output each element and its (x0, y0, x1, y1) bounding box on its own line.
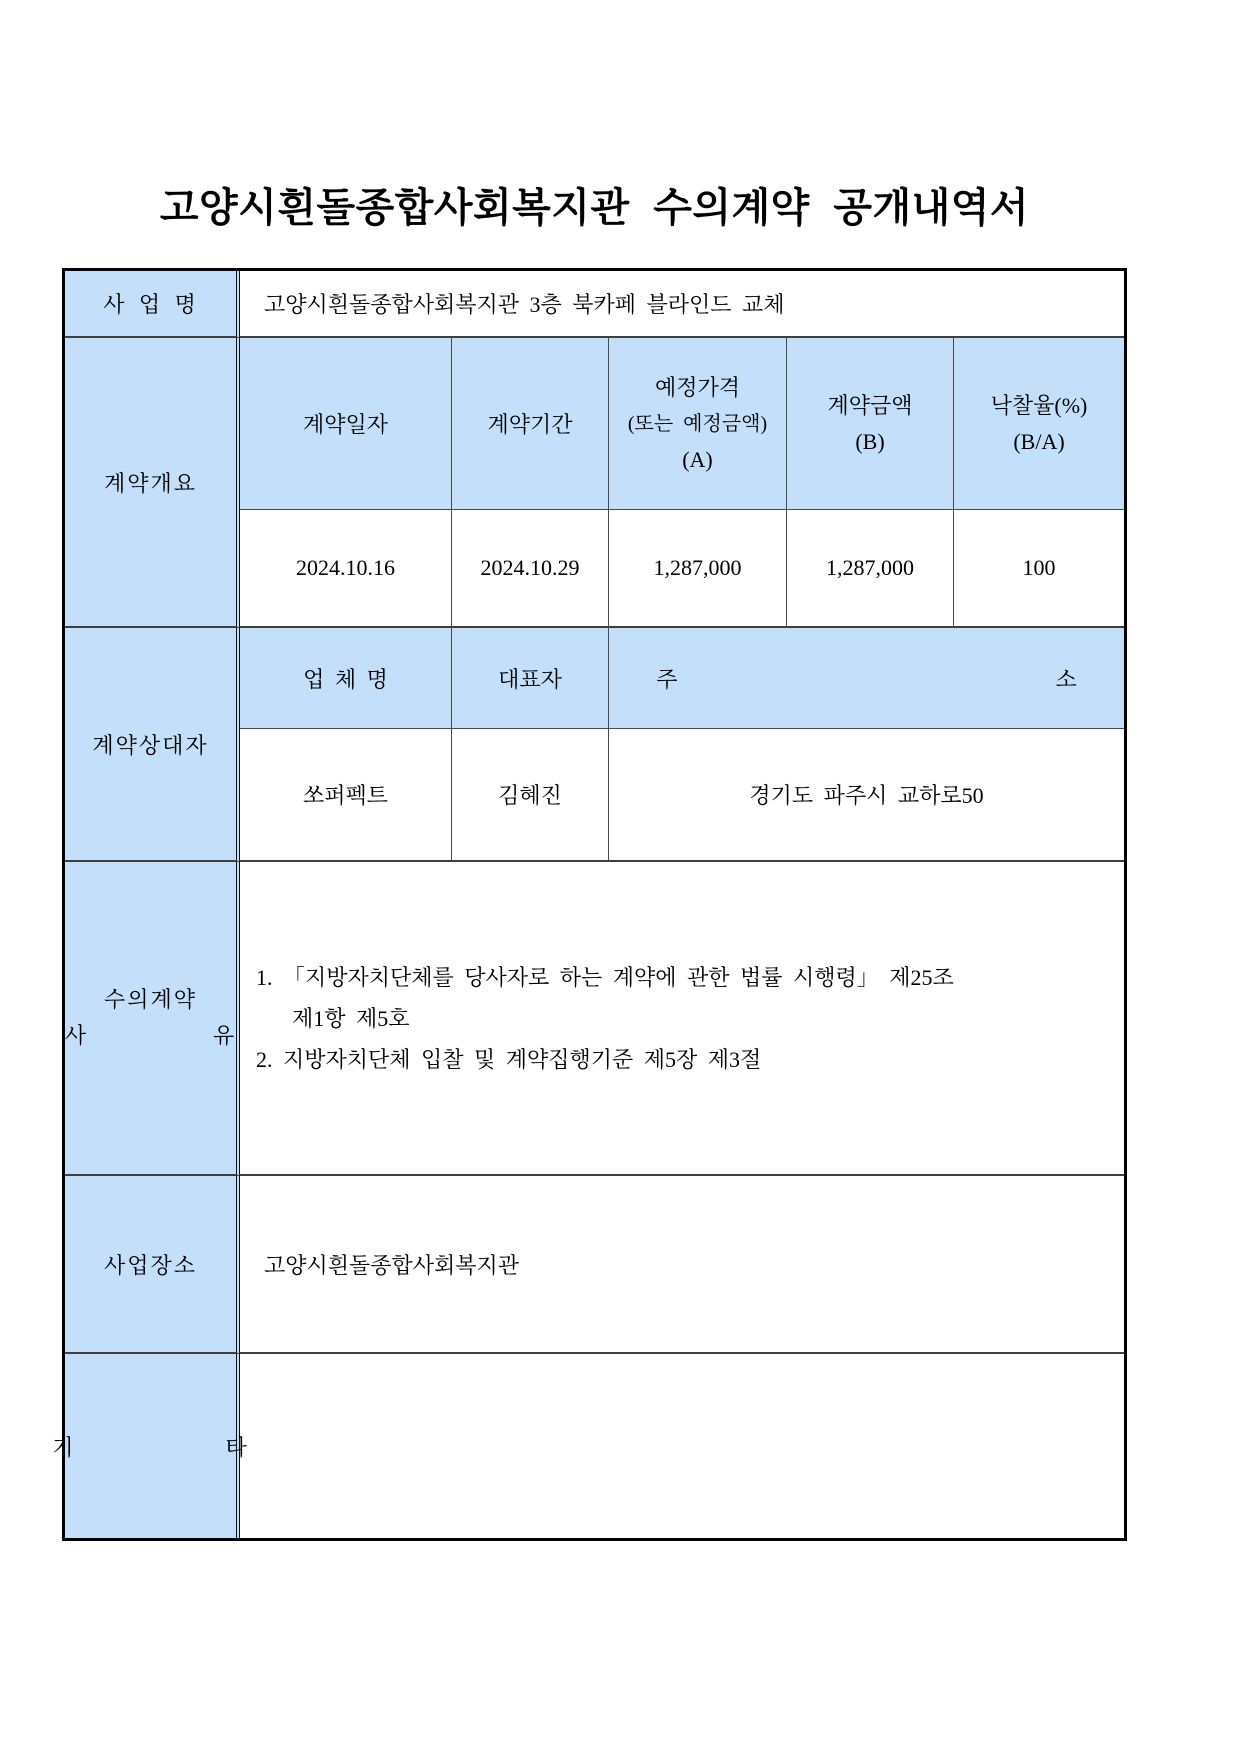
contract-reason-line3: 2. 지방자치단체 입찰 및 계약집행기준 제5장 제3절 (256, 1046, 762, 1072)
contract-date-value: 2024.10.16 (240, 510, 452, 628)
contract-amount-value: 1,287,000 (787, 510, 954, 628)
representative-value: 김혜진 (452, 729, 609, 862)
address-value: 경기도 파주시 교하로50 (609, 729, 1124, 862)
etc-label: 기 타 (65, 1354, 240, 1538)
business-name-label: 사 업 명 (65, 271, 240, 338)
contract-reason-line1: 1. 「지방자치단체를 당사자로 하는 계약에 관한 법률 시행령」 제25조 (256, 964, 954, 990)
contract-amount-header-line1: 계약금액 (827, 392, 913, 418)
estimated-price-header-line3: (A) (682, 446, 713, 472)
contract-overview-label: 계약개요 (65, 338, 240, 628)
company-name-header: 업 체 명 (240, 628, 452, 729)
estimated-price-header-line2: (또는 예정금액) (627, 412, 768, 435)
contract-period-header: 계약기간 (452, 338, 609, 510)
address-header: 주 소 (609, 628, 1124, 729)
business-location-label: 사업장소 (65, 1176, 240, 1354)
contractor-label: 계약상대자 (65, 628, 240, 862)
etc-value (240, 1354, 1124, 1538)
award-rate-header (954, 338, 1124, 510)
award-rate-header-line2: (B/A) (1013, 428, 1065, 454)
contract-reason-line2: 제1항 제5호 (292, 1005, 410, 1031)
award-rate-header-line1: 낙찰율(%) (990, 392, 1088, 418)
business-location-value: 고양시흰돌종합사회복지관 (240, 1176, 1124, 1354)
contract-reason-label (65, 862, 240, 1176)
representative-header: 대표자 (452, 628, 609, 729)
contract-period-value: 2024.10.29 (452, 510, 609, 628)
business-name-value: 고양시흰돌종합사회복지관 3층 북카페 블라인드 교체 (240, 271, 1124, 338)
award-rate-value: 100 (954, 510, 1124, 628)
company-name-value: 쏘퍼펙트 (240, 729, 452, 862)
page-title: 고양시흰돌종합사회복지관 수의계약 공개내역서 (159, 186, 1030, 230)
contract-reason-label-line2: 사 유 (64, 1023, 237, 1048)
contract-amount-header (787, 338, 954, 510)
contract-date-header: 계약일자 (240, 338, 452, 510)
contract-reason-content (240, 862, 1124, 1176)
contract-amount-header-line2: (B) (855, 428, 885, 454)
contract-reason-label-line1: 수의계약 (103, 987, 197, 1012)
estimated-price-header (609, 338, 787, 510)
contract-disclosure-table (52, 268, 1127, 1541)
estimated-price-value: 1,287,000 (609, 510, 787, 628)
estimated-price-header-line1: 예정가격 (654, 374, 740, 400)
